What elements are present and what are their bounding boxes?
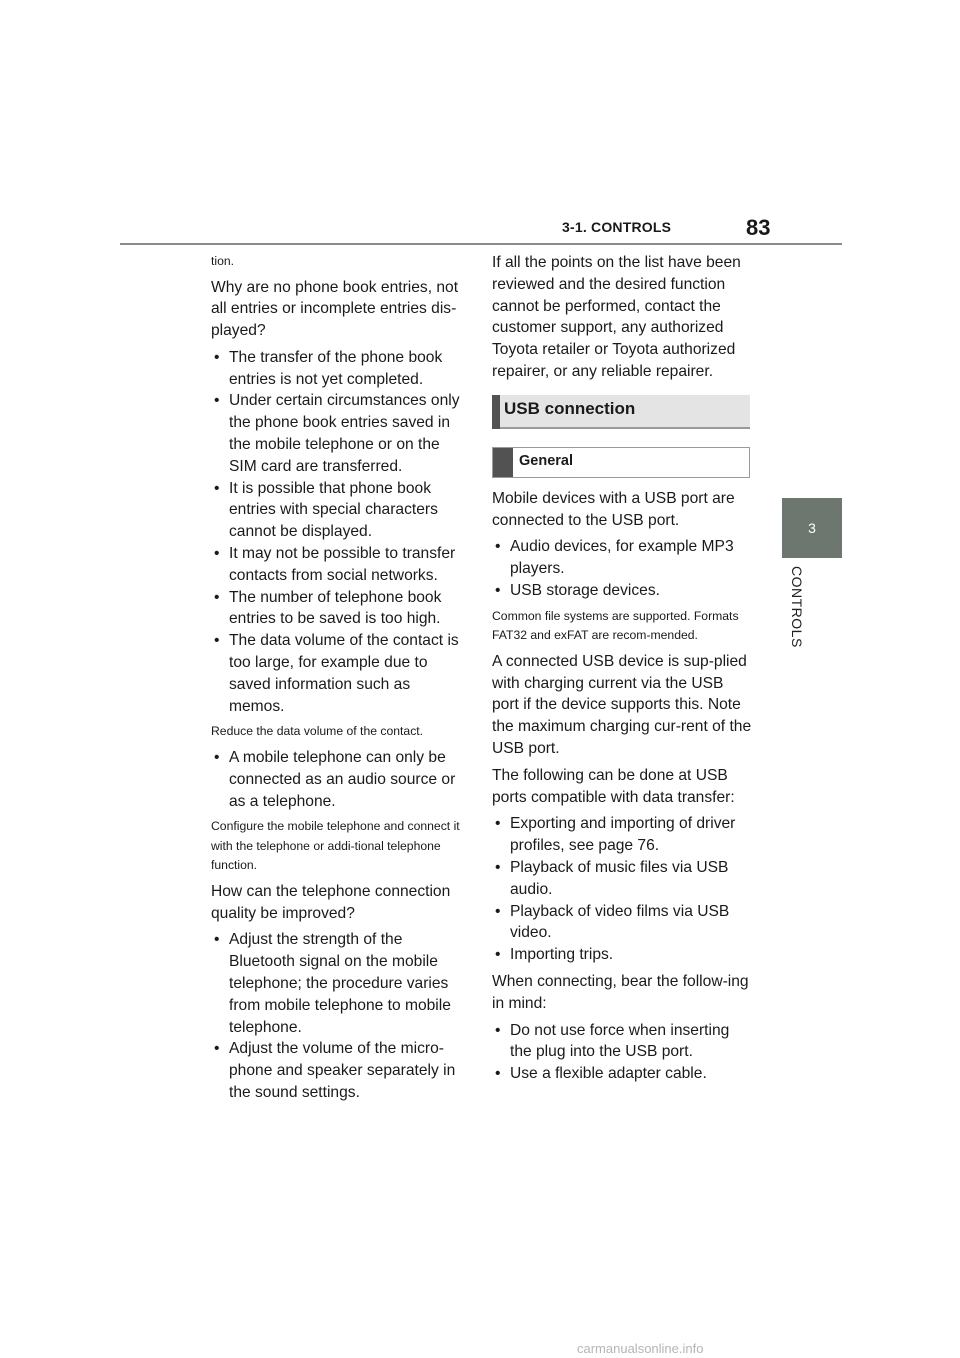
note: Common file systems are supported. Formats FAT32 and exFAT are recom-mended. [492, 608, 739, 643]
chapter-label [789, 566, 805, 676]
right-column [492, 252, 754, 1090]
bullet-list [211, 929, 467, 1103]
bullet-list [211, 747, 467, 812]
note: Reduce the data volume of the contact. [211, 724, 424, 739]
paragraph: Mobile devices with a USB port are connected to the USB port. [492, 489, 735, 529]
chapter-number: 3 [808, 520, 816, 536]
header-divider [120, 243, 842, 245]
list-item: • Audio devices, for example MP3 players. [492, 536, 754, 580]
subsection-heading [492, 447, 750, 478]
heading-text: USB connection [504, 398, 636, 418]
watermark[interactable]: carmanualsonline.info [577, 1341, 704, 1356]
chapter-label-text: CONTROLS [789, 566, 805, 648]
bullet-list [211, 347, 467, 718]
list-item: • The transfer of the phone book entries is not yet completed. [211, 347, 467, 391]
bullet-list [492, 1020, 754, 1085]
list-item: • USB storage devices. [492, 580, 754, 602]
list-item: • Do not use force when inserting the plug into the USB port. [492, 1020, 754, 1064]
paragraph: The following can be done at USB ports compatible with data transfer: [492, 766, 735, 806]
list-item: • Adjust the strength of the Bluetooth signal on the mobile telephone; the procedure varies from mobile telephone to mobile telephone. [211, 929, 467, 1038]
chapter-tab [782, 498, 842, 558]
subheading-bar [493, 448, 513, 477]
list-item: • Playback of music files via USB audio. [492, 857, 754, 901]
list-item: • The number of telephone book entries to be saved is too high. [211, 587, 467, 631]
list-item: • Under certain circumstances only the phone book entries saved in the mobile telephone or on the SIM card are transferred. [211, 390, 467, 477]
bullet-list [492, 536, 754, 601]
list-item: • It is possible that phone book entries with special characters cannot be displayed. [211, 478, 467, 543]
list-item: • Playback of video films via USB video. [492, 901, 754, 945]
list-item: • The data volume of the contact is too large, for example due to saved information such as memos. [211, 630, 467, 717]
list-item: • Use a flexible adapter cable. [492, 1063, 754, 1085]
paragraph: If all the points on the list have been reviewed and the desired function cannot be performed, contact the customer support, any authorized Toyota retailer or Toyota authorized repairer, or any reliable repairer. [492, 254, 741, 380]
list-item: • Importing trips. [492, 944, 754, 966]
list-item: • A mobile telephone can only be connected as an audio source or as a telephone. [211, 747, 467, 812]
subheading-text: General [519, 452, 573, 469]
bullet-list [492, 813, 754, 966]
left-column [211, 252, 467, 1109]
paragraph: tion. [211, 254, 235, 268]
question: Why are no phone book entries, not all entries or incomplete entries dis-played? [211, 278, 459, 340]
section-heading [492, 395, 750, 429]
question: How can the telephone connection quality be improved? [211, 882, 451, 922]
note: Configure the mobile telephone and connect it with the telephone or addi-tional telephone function. [211, 819, 460, 873]
page-number: 83 [746, 215, 771, 240]
list-item: • It may not be possible to transfer contacts from social networks. [211, 543, 467, 587]
paragraph: A connected USB device is sup-plied with charging current via the USB port if the device supports this. Note the maximum charging cur-rent of the USB port. [492, 652, 752, 757]
paragraph: When connecting, bear the follow-ing in mind: [492, 972, 749, 1012]
list-item: • Adjust the volume of the micro-phone and speaker separately in the sound settings. [211, 1038, 467, 1103]
list-item: • Exporting and importing of driver profiles, see page 76. [492, 813, 754, 857]
heading-bar [492, 395, 500, 429]
section-title: 3-1. CONTROLS [562, 219, 672, 235]
